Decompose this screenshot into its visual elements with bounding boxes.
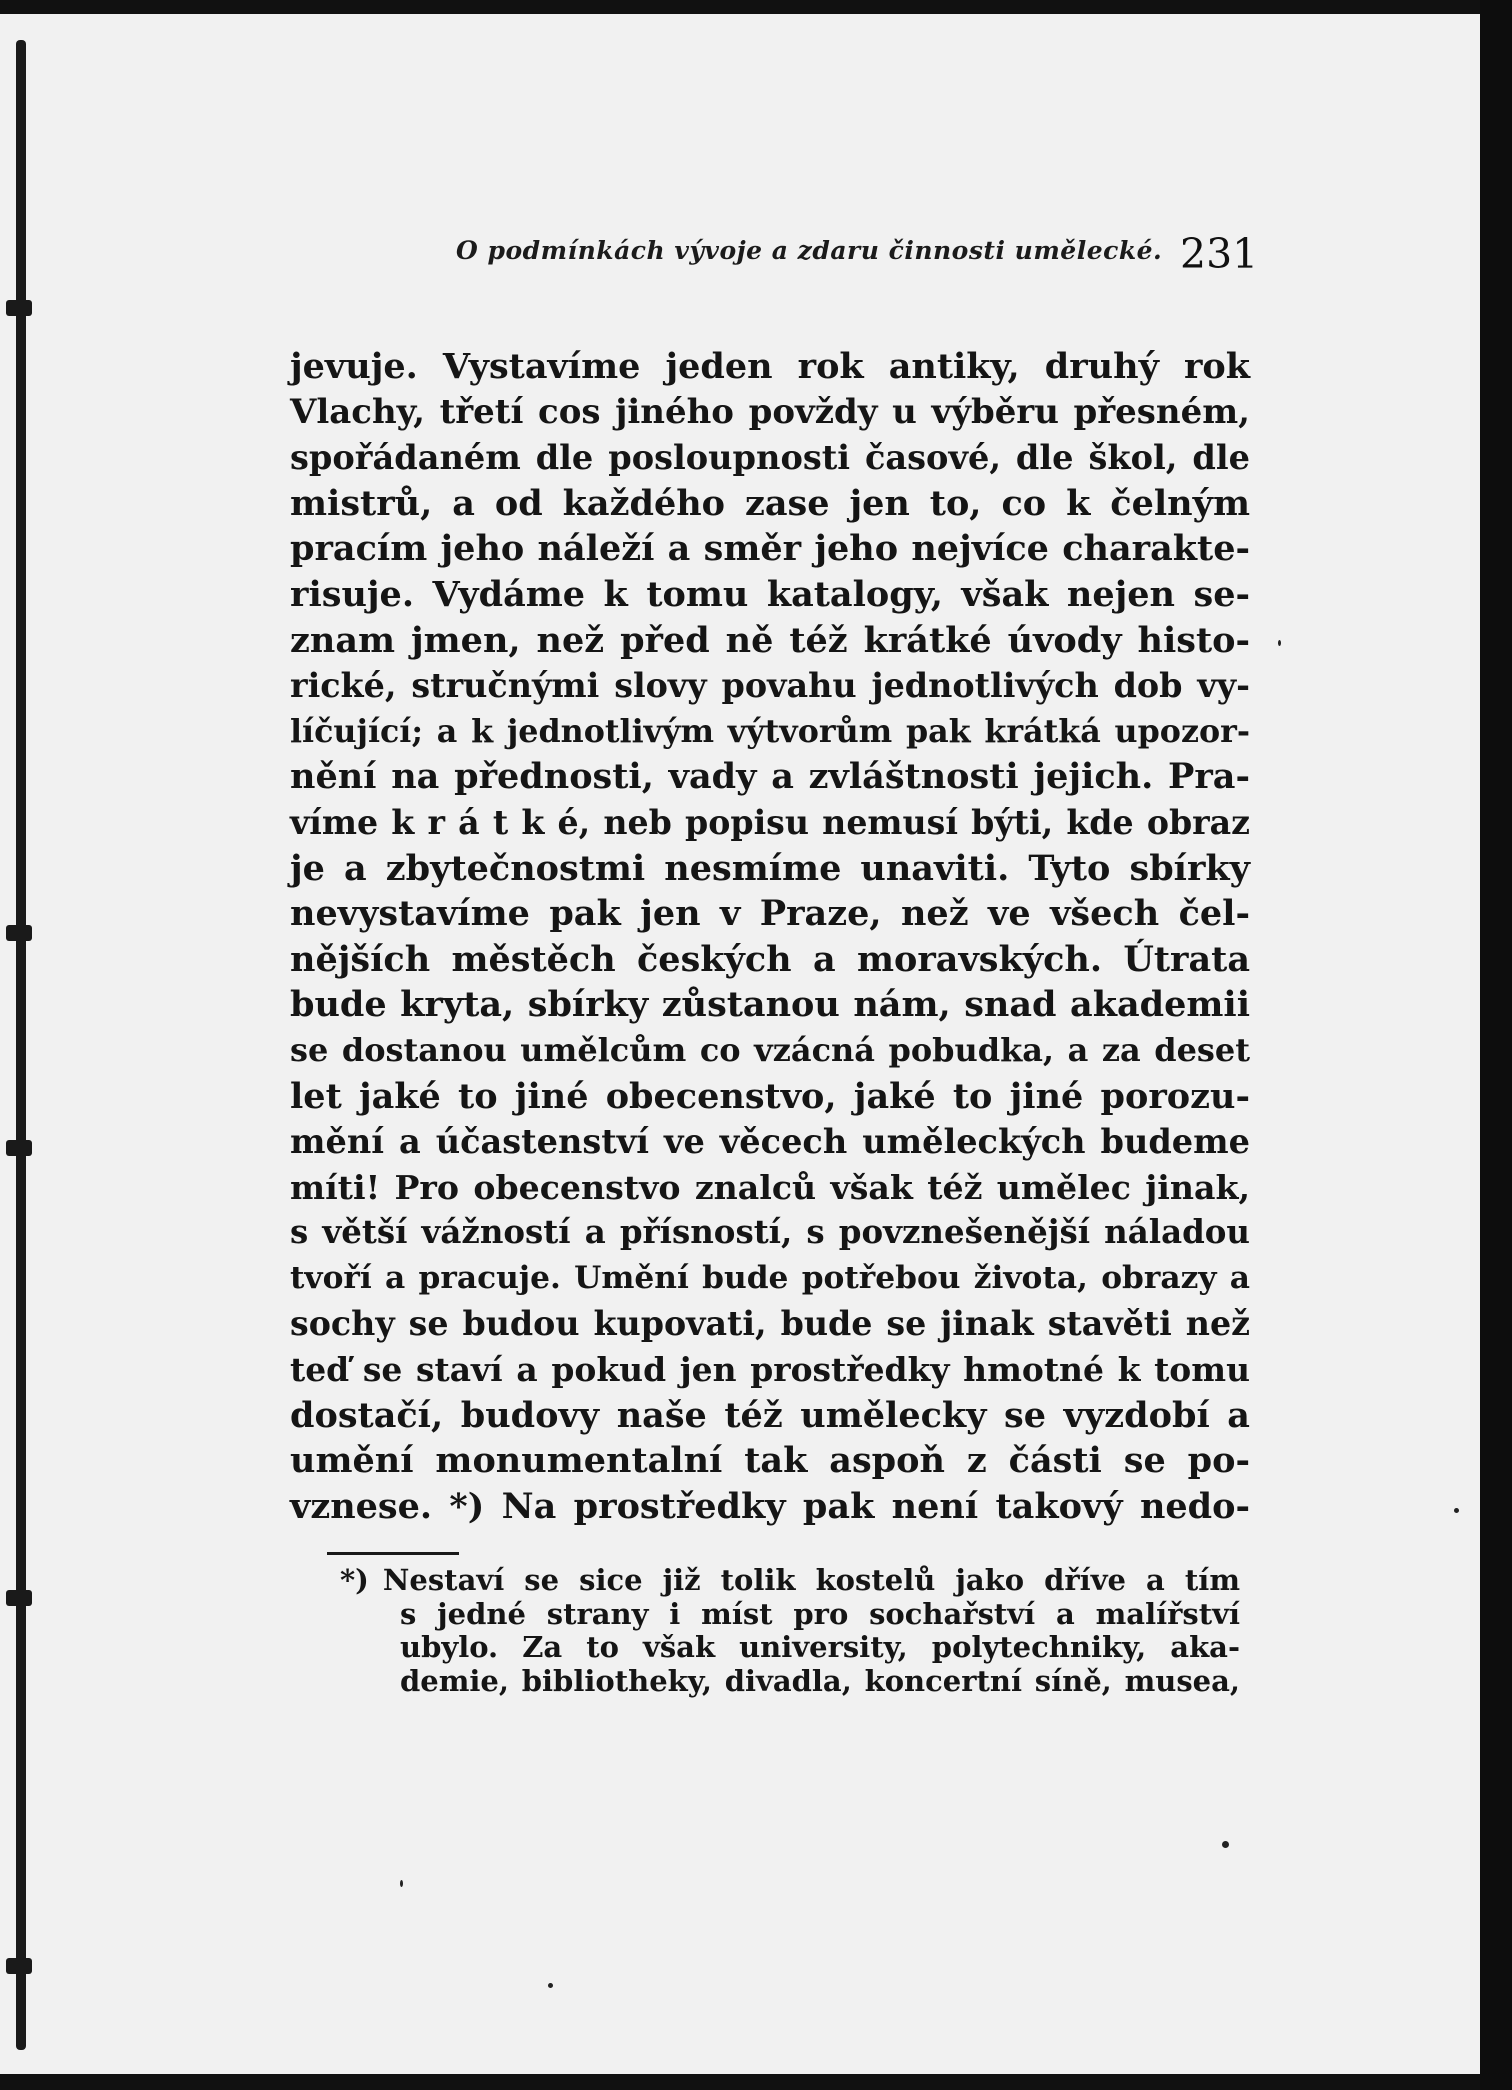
scan-speck	[400, 1880, 403, 1887]
binding-mark	[6, 1590, 32, 1606]
text-line: let jaké to jiné obecenstvo, jaké to jiné porozu-	[290, 1075, 1250, 1117]
scan-speck	[1278, 640, 1281, 646]
text-line: znam jmen, než před ně též krátké úvody histo-	[290, 619, 1250, 661]
body-text	[290, 344, 1250, 1529]
text-line: nevystavíme pak jen v Praze, než ve všech čel-	[290, 893, 1250, 935]
footnote	[340, 1564, 1240, 1698]
text-line: vznese. *) Na prostředky pak není takový nedo-	[290, 1485, 1250, 1527]
binding-edge	[16, 40, 26, 2050]
page-number: 231	[1180, 230, 1259, 278]
text-line: bude kryta, sbírky zůstanou nám, snad akademii	[290, 984, 1250, 1026]
binding-mark	[6, 1140, 32, 1156]
text-line: míti! Pro obecenstvo znalců však též umělec jinak,	[290, 1167, 1250, 1207]
scan-speck	[1454, 1508, 1459, 1513]
text-line: umění monumentalní tak aspoň z části se po-	[290, 1440, 1250, 1482]
text-line: pracím jeho náleží a směr jeho nejvíce charakte-	[290, 528, 1250, 570]
binding-mark	[6, 1958, 32, 1974]
text-line: nění na přednosti, vady a zvláštnosti jejich. Pra-	[290, 756, 1250, 798]
text-line: mění a účastenství ve věcech uměleckých budeme	[290, 1121, 1250, 1162]
scan-speck	[548, 1983, 553, 1988]
text-line: víme k r á t k é, neb popisu nemusí býti, kde obraz	[290, 802, 1250, 842]
text-line: spořádaném dle posloupnosti časové, dle škol, dle	[290, 437, 1250, 478]
text-line: mistrů, a od každého zase jen to, co k čelným	[290, 482, 1250, 524]
text-line: jevuje. Vystavíme jeden rok antiky, druhý rok	[290, 346, 1250, 387]
footnote-line-first	[340, 1564, 1240, 1598]
text-line: teď se staví a pokud jen prostředky hmotné k tomu	[290, 1350, 1250, 1390]
footnote-rule	[327, 1552, 459, 1555]
scan-border-top	[0, 0, 1512, 14]
binding-mark	[6, 300, 32, 316]
scan-border-bottom	[0, 2074, 1512, 2090]
running-head-title: O podmínkách vývoje a zdaru činnosti umělecké.	[456, 236, 1163, 265]
text-line: je a zbytečnostmi nesmíme unaviti. Tyto sbírky	[290, 847, 1250, 889]
text-line: tvoří a pracuje. Umění bude potřebou života, obrazy a	[290, 1259, 1250, 1296]
text-line: risuje. Vydáme k tomu katalogy, však nejen se-	[290, 573, 1250, 615]
text-line: líčující; a k jednotlivým výtvorům pak krátká upozor-	[290, 712, 1250, 750]
running-header	[456, 230, 1286, 296]
scan-border-right	[1480, 0, 1512, 2090]
text-line: dostačí, budovy naše též umělecky se vyzdobí a	[290, 1394, 1250, 1436]
scan-speck	[1222, 1841, 1229, 1848]
text-line: nějších městěch českých a moravských. Útrata	[290, 938, 1250, 980]
text-line: rické, stručnými slovy povahu jednotlivých dob vy-	[290, 666, 1250, 706]
footnote-line: ubylo. Za to však university, polytechniky, aka-	[400, 1630, 1240, 1664]
footnote-line: demie, bibliotheky, divadla, koncertní síně, musea,	[400, 1663, 1240, 1698]
text-line: Vlachy, třetí cos jiného povždy u výběru přesném,	[290, 391, 1250, 432]
text-line: sochy se budou kupovati, bude se jinak stavěti než	[290, 1304, 1250, 1344]
text-line: s větší vážností a přísností, s povznešenější náladou	[290, 1213, 1250, 1252]
binding-mark	[6, 925, 32, 941]
footnote-line: s jedné strany i míst pro sochařství a malířství	[400, 1596, 1240, 1631]
footnote-text: Nestaví se sice již tolik kostelů jako dříve a tím	[382, 1563, 1240, 1597]
text-line: se dostanou umělcům co vzácná pobudka, a za deset	[290, 1030, 1250, 1069]
footnote-marker: *)	[340, 1563, 369, 1597]
